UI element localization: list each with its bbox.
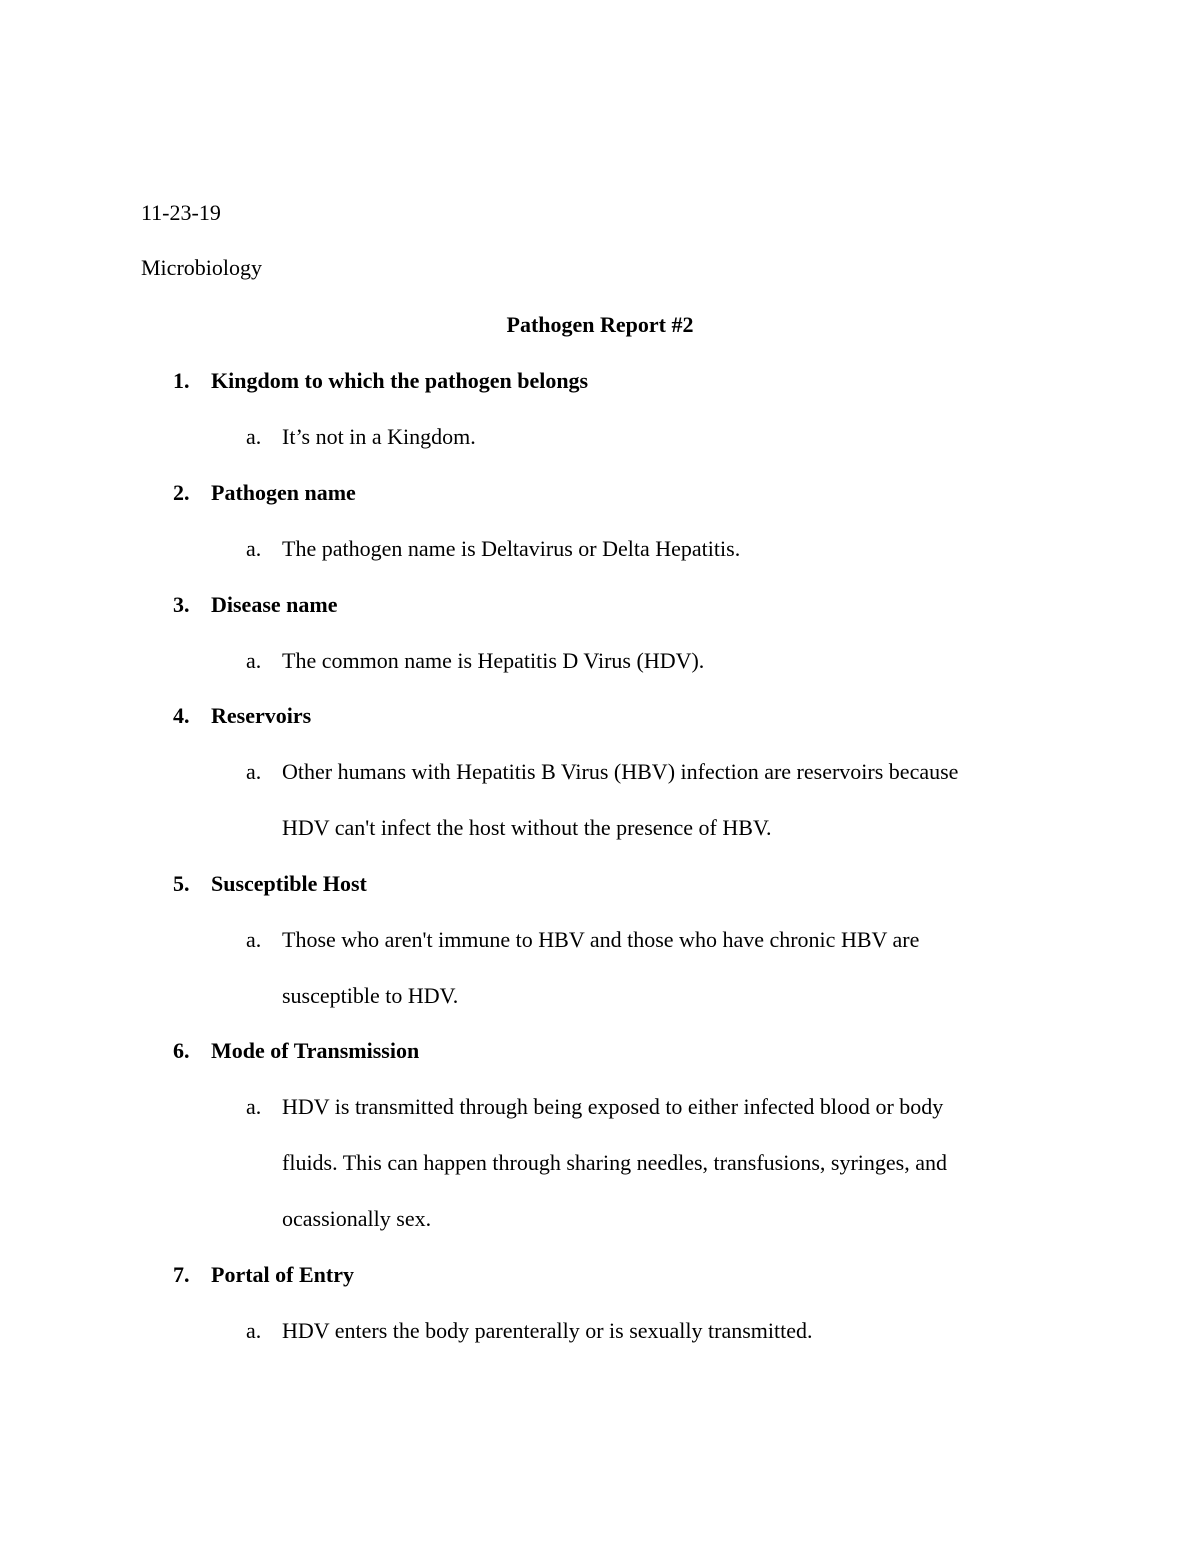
section-number: 5.	[173, 871, 190, 896]
answer-line: HDV is transmitted through being exposed to either infected blood or body	[282, 1094, 944, 1119]
list-marker: a.	[246, 759, 262, 784]
section-number: 7.	[173, 1262, 190, 1287]
document-date: 11-23-19	[141, 200, 221, 225]
answer-line: It’s not in a Kingdom.	[282, 424, 476, 449]
section-number: 2.	[173, 480, 190, 505]
list-marker: a.	[246, 536, 262, 561]
list-marker: a.	[246, 1094, 262, 1119]
section-heading: Disease name	[211, 592, 338, 617]
course-name: Microbiology	[141, 255, 262, 280]
answer-line: The pathogen name is Deltavirus or Delta Hepatitis.	[282, 536, 741, 561]
answer-line: HDV enters the body parenterally or is sexually transmitted.	[282, 1318, 813, 1343]
section-number: 1.	[173, 368, 190, 393]
document-title: Pathogen Report #2	[506, 312, 694, 337]
section-heading: Susceptible Host	[211, 871, 367, 896]
answer-line: ocassionally sex.	[282, 1206, 432, 1231]
section-heading: Reservoirs	[211, 703, 312, 728]
list-marker: a.	[246, 648, 262, 673]
section-heading: Kingdom to which the pathogen belongs	[211, 368, 589, 393]
answer-line: Other humans with Hepatitis B Virus (HBV) infection are reservoirs because	[282, 759, 959, 784]
list-marker: a.	[246, 927, 262, 952]
list-marker: a.	[246, 424, 262, 449]
answer-line: susceptible to HDV.	[282, 983, 459, 1008]
answer-line: Those who aren't immune to HBV and those who have chronic HBV are	[282, 927, 920, 952]
answer-line: fluids. This can happen through sharing needles, transfusions, syringes, and	[282, 1150, 947, 1175]
section-heading: Portal of Entry	[211, 1262, 354, 1287]
section-number: 4.	[173, 703, 190, 728]
section-heading: Mode of Transmission	[211, 1038, 420, 1063]
answer-line: HDV can't infect the host without the presence of HBV.	[282, 815, 772, 840]
answer-line: The common name is Hepatitis D Virus (HDV).	[282, 648, 705, 673]
section-number: 6.	[173, 1038, 190, 1063]
section-number: 3.	[173, 592, 190, 617]
section-heading: Pathogen name	[211, 480, 356, 505]
list-marker: a.	[246, 1318, 262, 1343]
